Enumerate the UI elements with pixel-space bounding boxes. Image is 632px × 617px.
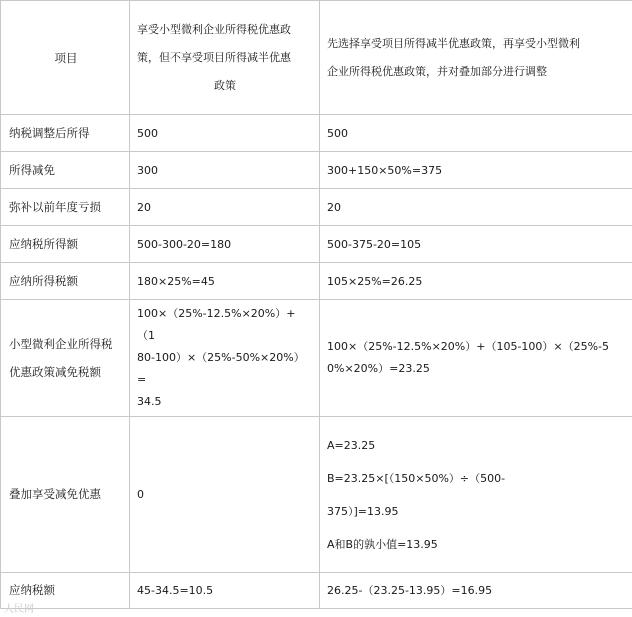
row-label-line: 小型微利企业所得税 [9,337,113,351]
table-row [1,417,632,573]
row-label [1,300,130,417]
row-option2-line: 100×（25%-12.5%×20%）+（105-100）×（25%-5 [327,340,610,353]
table-row [1,189,632,226]
table-row [1,300,632,417]
row-label: 应纳所得税额 [1,263,130,300]
row-label: 纳税调整后所得 [1,115,130,152]
header-option1-line: 政策 [214,78,236,92]
row-option2-value: 500-375-20=105 [320,226,632,263]
row-option1-value: 20 [130,189,320,226]
row-option2-line: B=23.25×[（150×50%）÷（500- [327,471,506,485]
row-option2-line: 0%×20%）=23.25 [327,362,430,375]
row-option2-value [320,417,632,573]
row-option2-value: 26.25-（23.25-13.95）=16.95 [320,573,632,609]
header-option1-cell [130,1,320,115]
row-option1-value: 300 [130,152,320,189]
table-row [1,115,632,152]
row-option2-value: 500 [320,115,632,152]
row-option2-line: 375）]=13.95 [327,504,399,518]
table-row [1,573,632,609]
row-option2-value: 20 [320,189,632,226]
row-option1-value: 180×25%=45 [130,263,320,300]
row-option2-line: A=23.25 [327,438,376,452]
table-row [1,226,632,263]
row-label: 所得减免 [1,152,130,189]
table-row [1,152,632,189]
header-item-label: 项目 [54,50,78,65]
row-option2-value: 105×25%=26.25 [320,263,632,300]
row-label: 弥补以前年度亏损 [1,189,130,226]
row-label: 应纳税额 [1,573,130,609]
watermark-logo: 人民网 [4,604,34,615]
row-label: 应纳税所得额 [1,226,130,263]
row-option1-value: 500 [130,115,320,152]
row-option2-value [320,300,632,417]
table-row [1,263,632,300]
row-option2-line: A和B的孰小值=13.95 [327,537,438,551]
header-option2-line: 企业所得税优惠政策，并对叠加部分进行调整 [327,64,547,78]
header-row [1,1,632,115]
row-option1-line: 80-100）×（25%-50%×20%）= [137,351,305,386]
row-label: 叠加享受减免优惠 [1,417,130,573]
header-option1-line: 策，但不享受项目所得减半优惠 [137,50,291,64]
row-label-line: 优惠政策减免税额 [9,365,101,379]
row-option1-value: 45-34.5=10.5 [130,573,320,609]
row-option1-value: 0 [130,417,320,573]
header-option2-line: 先选择享受项目所得减半优惠政策，再享受小型微利 [327,36,580,50]
row-option1-line: 34.5 [137,395,162,408]
row-option2-value: 300+150×50%=375 [320,152,632,189]
row-option1-value [130,300,320,417]
header-option2-cell [320,1,632,115]
row-option1-value: 500-300-20=180 [130,226,320,263]
row-option1-line: 100×（25%-12.5%×20%）+（1 [137,307,296,342]
header-option1-line: 享受小型微利企业所得税优惠政 [137,22,291,36]
header-item-cell [1,1,130,115]
